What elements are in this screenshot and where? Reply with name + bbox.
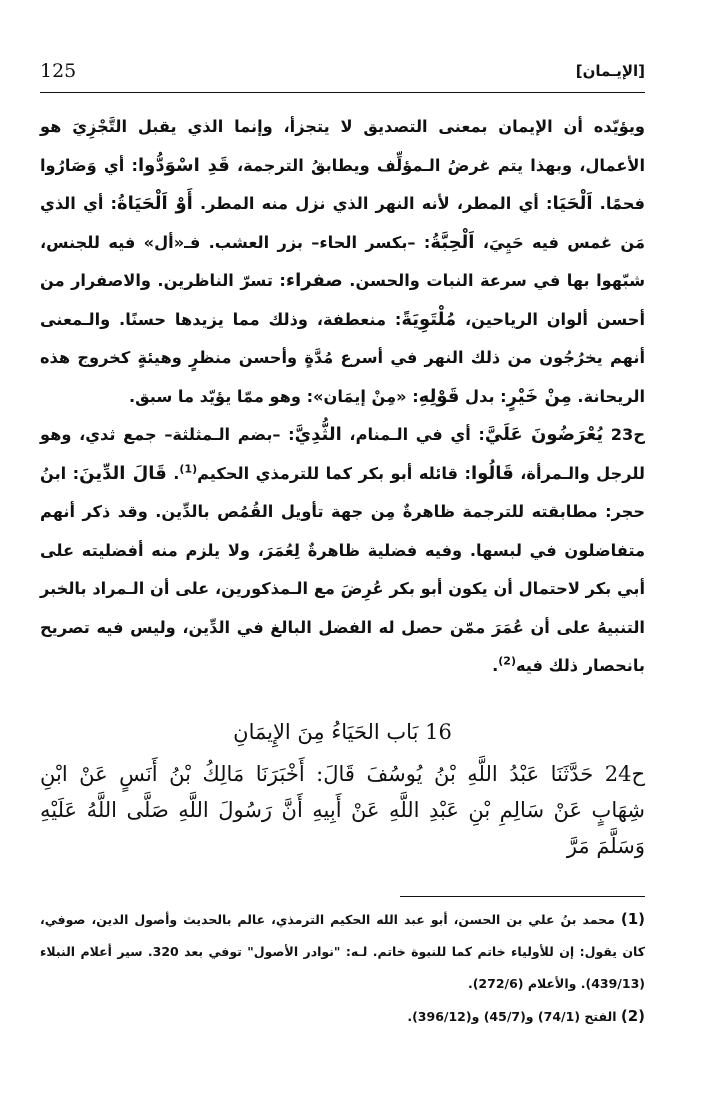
commentary-text [40, 108, 645, 686]
commentary-paragraph-2: ح23 يُعْرَضُونَ عَلَيَّ: أي في الـمنام، الثُّدِيَّ: –بضم الـمثلثة– جمع ثدي، وهو للرجل والـمرأة، قَالُوا: قائله أبو بكر كما للترمذي الحكيم$^{(1)}$. قَالَ الدِّينَ: ابنُ حجر: مطابقته للترجمة ظاهرةٌ مِن جهة تأويل القُمُص بالدِّين. وقد ذكر أنهم متفاضلون في لبسها. وفيه فضلية ظاهرةٌ لِعُمَرَ، ولا يلزم منه أفضليته على أبي بكر لاحتمال أن يكون أبو بكر عُرِضَ مع الـمذكورين، على أن الـمراد بالخبر التنبيهُ على أن عُمَرَ ممّن حصل له الفضل البالغ في الدِّين، وليس فيه تصريح بانحصار ذلك فيه$^{(2)}$. [40, 424, 645, 675]
keyword: قَالَ الدِّينَ [79, 462, 167, 484]
hadith-text [40, 756, 645, 864]
keyword: أَوْ اَلْحَيَاةُ [117, 193, 193, 214]
keyword: مُلْتَوِيَةً [401, 308, 457, 330]
keyword: يُعْرَضُونَ عَلَيَّ [484, 424, 604, 445]
footnote-2 [40, 1000, 645, 1033]
page-number: 125 [40, 60, 77, 82]
footnote-1 [40, 903, 645, 1000]
commentary-paragraph-1: ويؤيّده أن الإيمان بمعنى التصديق لا يتجزأ، وإنما الذي يقبل التَّجْزِيَ هو الأعمال، وبهذا يتم غرضُ الـمؤلِّف ويطابقُ الترجمة، قَدِ اسْوَدُّوا: أي وَصَارُوا فحمًا. اَلْحَيَا: أي المطر، لأنه النهر الذي نزل منه المطر. أَوْ اَلْحَيَاةُ: أي الذي مَن غمس فيه حَيِيَ، اَلْحِبَّةُ: –بكسر الحاء– بزر العشب. فـ«أل» فيه للجنس، شبّهوا بها في سرعة النبات والحسن. صفراء: تسرّ الناظرين. والاصفرار من أحسن ألوان الرياحين، مُلْتَوِيَةً: منعطفة، وذلك مما يزيدها حسنًا. والـمعنى أنهم يخرُجُون من ذلك النهر في أسرع مُدَّةٍ وأحسن منظرٍ وهيئةٍ كخروج هذه الريحانة. مِنْ خَيْرٍ: بدل قَوْلِهِ: «مِنْ إيمَان»: وهو ممّا يؤيّد ما سبق. [40, 117, 646, 407]
footnote-text: الفتح (74/1) و(45/7) و(396/12). [407, 1009, 617, 1024]
keyword: قَدِ اسْوَدُّوا [138, 154, 230, 176]
footnote-rule [400, 896, 645, 897]
header-rule [40, 92, 645, 93]
keyword: اَلْحَيَا [552, 193, 593, 214]
page-header [40, 54, 645, 88]
section-title: 16 بَاب الحَيَاءُ مِنَ الإِيمَانِ [233, 720, 452, 744]
hadith-paragraph: ح24 حَدَّثَنَا عَبْدُ اللَّهِ بْنُ يُوسُفَ قَالَ: أَخْبَرَنَا مَالِكُ بْنُ أَنَسٍ عَنْ ابْنِ شِهَابٍ عَنْ سَالِمِ بْنِ عَبْدِ اللَّهِ عَنْ أَبِيهِ أَنَّ رَسُولَ اللَّهِ صَلَّى اللَّهُ عَلَيْهِ وَسَلَّمَ مَرَّ [40, 762, 645, 858]
footnotes [40, 903, 645, 1033]
running-head: [الإيـمان] [575, 62, 645, 80]
footnote-ref: (2) [498, 654, 516, 668]
footnote-ref: (1) [179, 462, 198, 476]
footnote-number: (1) [620, 910, 645, 928]
keyword: الثُّدِيَّ [294, 424, 342, 445]
keyword: صفراء [285, 270, 343, 291]
keyword: قَوْلِهِ [418, 385, 460, 407]
keyword: اَلْحِبَّةُ [430, 231, 475, 253]
keyword: قَالُوا [470, 462, 514, 484]
footnote-number: (2) [620, 1007, 645, 1025]
keyword: مِنْ خَيْرٍ [506, 385, 572, 407]
footnote-text: محمد بنُ علي بن الحسن، أبو عبد الله الحكيم الترمذي، عالم بالحديث وأصول الدين، صوفي، كان يقول: إن للأولياء خاتم كما للنبوة خاتم. لـه: "نوادر الأصول" توفي بعد 320. سير أعلام النبلاء (439/13). والأعلام (272/6). [40, 912, 645, 991]
